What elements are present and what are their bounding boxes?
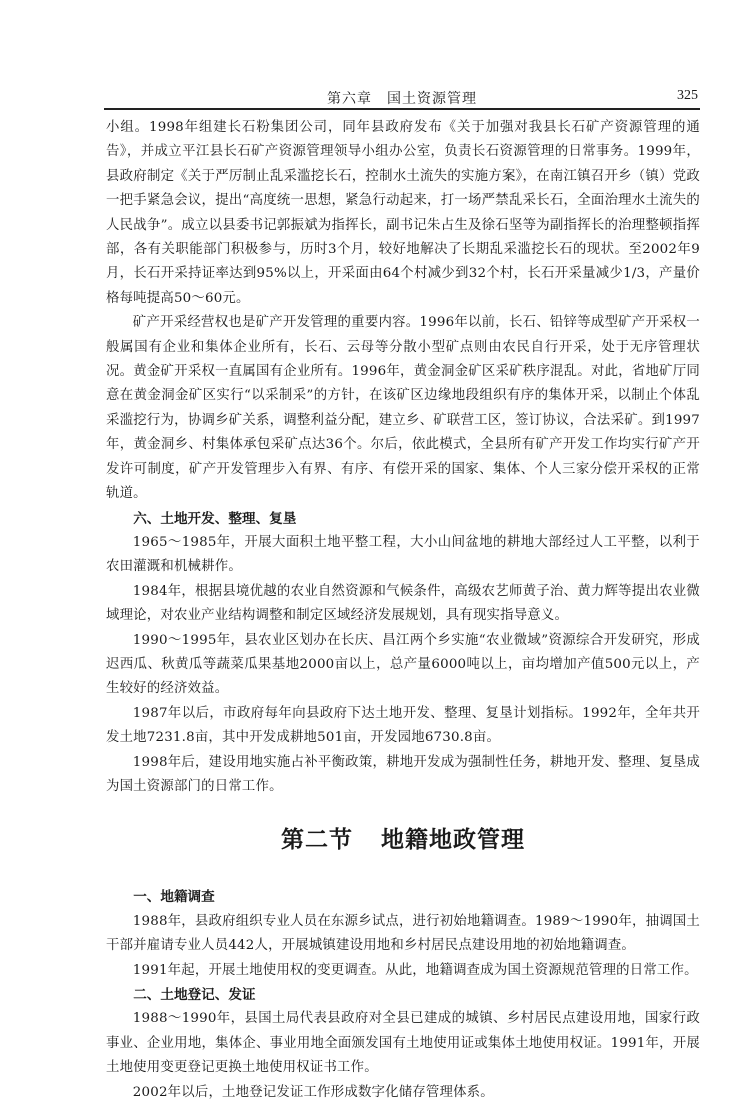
paragraph: 1991年起，开展土地使用权的变更调查。从此，地籍调查成为国土资源规范管理的日常工作。: [132, 962, 698, 978]
chapter-title: 第六章 国土资源管理: [327, 91, 477, 107]
paragraph: 1988年，县政府组织专业人员在东源乡试点，进行初始地籍调查。1989～1990年，抽调国土干部并雇请专业人员442人，开展城镇建设用地和乡村居民点建设用地的初始地籍调查。: [106, 913, 700, 954]
section-title: 地籍地政管理: [381, 827, 525, 854]
paragraph: 1988～1990年，县国土局代表县政府对全县已建成的城镇、乡村居民点建设用地，国家行政事业、企业用地，集体企、事业用地全面颁发国有土地使用证或集体土地使用权证。1991年，开展土地使用变更登记更换土地使用权证书工作。: [106, 1011, 700, 1076]
paragraph: 1998年后，建设用地实施占补平衡政策，耕地开发成为强制性任务，耕地开发、整理、复垦成为国土资源部门的日常工作。: [106, 754, 700, 794]
subsection-heading: 二、土地登记、发证: [133, 987, 256, 1003]
paragraph: 小组。1998年组建长石粉集团公司，同年县政府发布《关于加强对我县长石矿产资源管理的通告》，并成立平江县长石矿产资源管理领导小组办公室，负责长石资源管理的日常事务。1999年，县政府制定《关于严厉制止乱采滥挖长石，控制水土流失的实施方案》，在南江镇召开乡（镇）党政一把手紧急会议，提出“高度统一思想，紧急行动起来，打一场严禁乱采长石，全面治理水土流失的人民战争”。成立以县委书记郭振斌为指挥长，副书记朱占生及徐石坚等为副指挥长的治理整顿指挥部，各有关职能部门积极参与，历时3个月，较好地解决了长期乱采滥挖长石的现状。至2002年9月，长石开采持证率达到95%以上，开采面由64个村减少到32个村，长石开采量减少1/3，产量价格每吨提高50～60元。: [106, 120, 700, 306]
subsection-heading: 一、地籍调查: [133, 889, 215, 906]
page-number: 325: [677, 88, 698, 103]
page-body: [106, 116, 700, 1105]
paragraph: 矿产开采经营权也是矿产开发管理的重要内容。1996年以前，长石、铅锌等成型矿产开采权一般属国有企业和集体企业所有，长石、云母等分散小型矿点则由农民自行开采，处于无序管理状况。黄金矿开采权一直属国有企业所有。1996年，黄金洞金矿区采矿秩序混乱。对此，省地矿厅同意在黄金洞金矿区实行“以采制采”的方针，在该矿区边缘地段组织有序的集体开采，以制止个体乱采滥挖行为，协调乡矿关系，调整利益分配，建立乡、矿联营工区，签订协议，合法采矿。到1997年，黄金洞乡、村集体承包采矿点达36个。尔后，依此模式，全县所有矿产开发工作均实行矿产开发许可制度，矿产开发管理步入有界、有序、有偿开采的国家、集体、个人三家分偿开采权的正常轨道。: [106, 315, 700, 502]
paragraph: 2002年以后，土地登记发证工作形成数字化储存管理体系。: [132, 1084, 494, 1100]
paragraph: 1965～1985年，开展大面积土地平整工程，大小山间盆地的耕地大部经过人工平整，以利于农田灌溉和机械耕作。: [106, 534, 700, 575]
running-header: [104, 86, 700, 110]
subsection-heading: 六、土地开发、整理、复垦: [133, 510, 297, 527]
section-number: 第二节: [281, 827, 353, 854]
paragraph: 1987年以后，市政府每年向县政府下达土地开发、整理、复垦计划指标。1992年，全年共开发土地7231.8亩，其中开发成耕地501亩，开发园地6730.8亩。: [106, 705, 700, 746]
section-heading: [106, 825, 700, 855]
paragraph: 1990～1995年，县农业区划办在长庆、昌江两个乡实施“农业微域”资源综合开发研究，形成迟西瓜、秋黄瓜等蔬菜瓜果基地2000亩以上，总产量6000吨以上，亩均增加产值500元以上，产生较好的经济效益。: [106, 632, 700, 697]
paragraph: 1984年，根据县境优越的农业自然资源和气候条件，高级农艺师黄子治、黄力辉等提出农业微域理论，对农业产业结构调整和制定区域经济发展规划，具有现实指导意义。: [106, 583, 700, 624]
